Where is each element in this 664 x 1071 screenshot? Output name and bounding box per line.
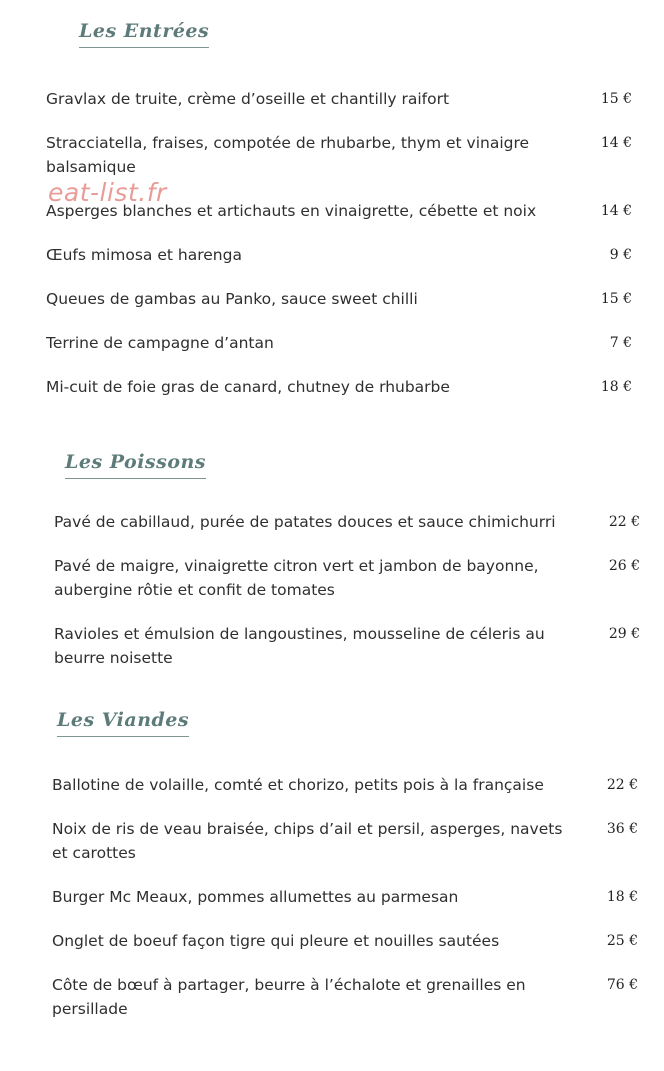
- menu-item: [54, 510, 640, 534]
- menu-item: [46, 287, 632, 311]
- item-name: Asperges blanches et artichauts en vinaigrette, cébette et noix: [46, 202, 537, 220]
- menu-item: [46, 331, 632, 355]
- menu-item: [46, 243, 632, 267]
- item-price: 18 €: [600, 379, 632, 395]
- item-price: 7 €: [609, 335, 632, 351]
- menu-item: [52, 929, 638, 953]
- item-price: 36 €: [606, 821, 638, 837]
- item-price: 15 €: [600, 91, 632, 107]
- menu-item: [52, 885, 638, 909]
- item-name: Burger Mc Meaux, pommes allumettes au parmesan: [52, 888, 459, 906]
- item-price: 15 €: [600, 291, 632, 307]
- menu-item: [52, 773, 638, 797]
- menu-item: [54, 622, 640, 670]
- menu-item: [46, 375, 632, 399]
- item-name: Noix de ris de veau braisée, chips d’ail et persil, asperges, navets et carottes: [52, 820, 563, 862]
- item-name: Pavé de maigre, vinaigrette citron vert et jambon de bayonne, aubergine rôtie et confit de tomates: [54, 557, 539, 599]
- item-price: 22 €: [606, 777, 638, 793]
- item-price: 22 €: [608, 514, 640, 530]
- menu-item: [52, 817, 638, 865]
- item-price: 14 €: [600, 203, 632, 219]
- item-name: Côte de bœuf à partager, beurre à l’échalote et grenailles en persillade: [52, 976, 526, 1018]
- section-title-poissons: Les Poissons: [65, 449, 206, 479]
- watermark: eat-list.fr: [48, 178, 167, 207]
- item-name: Terrine de campagne d’antan: [46, 334, 274, 352]
- item-name: Œufs mimosa et harenga: [46, 246, 242, 264]
- item-price: 18 €: [606, 889, 638, 905]
- item-name: Onglet de boeuf façon tigre qui pleure et nouilles sautées: [52, 932, 500, 950]
- item-name: Queues de gambas au Panko, sauce sweet chilli: [46, 290, 418, 308]
- item-name: Pavé de cabillaud, purée de patates douces et sauce chimichurri: [54, 513, 556, 531]
- item-price: 76 €: [606, 977, 638, 993]
- menu-item: [46, 87, 632, 111]
- item-price: 26 €: [608, 558, 640, 574]
- item-price: 14 €: [600, 135, 632, 151]
- item-price: 9 €: [609, 247, 632, 263]
- item-name: Stracciatella, fraises, compotée de rhubarbe, thym et vinaigre balsamique: [46, 134, 530, 176]
- menu-item: [52, 973, 638, 1021]
- item-price: 25 €: [606, 933, 638, 949]
- item-name: Mi-cuit de foie gras de canard, chutney de rhubarbe: [46, 378, 450, 396]
- section-title-entrees: Les Entrées: [79, 18, 209, 48]
- menu-item: [54, 554, 640, 602]
- item-name: Ballotine de volaille, comté et chorizo, petits pois à la française: [52, 776, 544, 794]
- section-title-viandes: Les Viandes: [57, 707, 189, 737]
- item-name: Ravioles et émulsion de langoustines, mousseline de céleris au beurre noisette: [54, 625, 545, 667]
- item-name: Gravlax de truite, crème d’oseille et chantilly raifort: [46, 90, 450, 108]
- menu-item: [46, 131, 632, 179]
- item-price: 29 €: [608, 626, 640, 642]
